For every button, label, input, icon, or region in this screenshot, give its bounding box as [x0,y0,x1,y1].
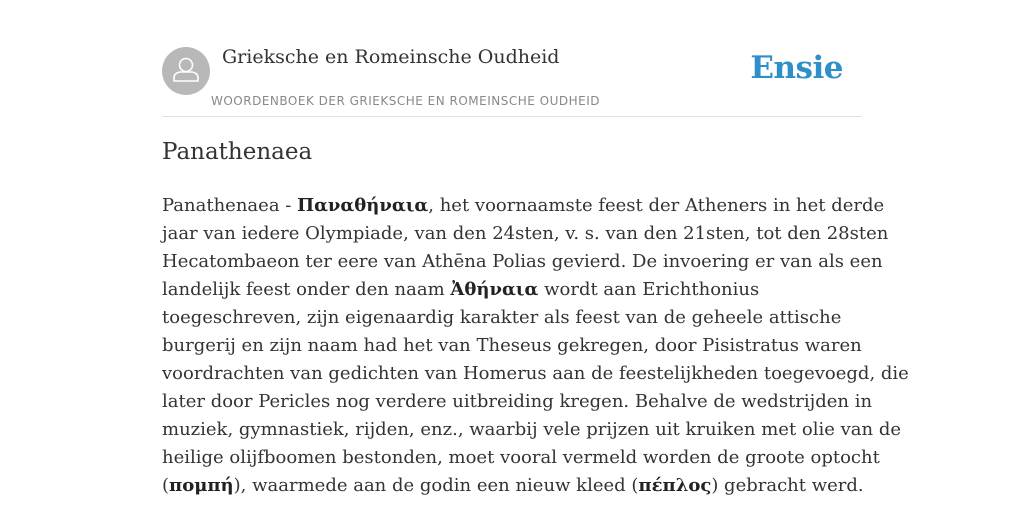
body-line: Hecatombaeon ter eere van Athēna Polias gevierd. De invoering er van als een [162,251,883,272]
page-title: Panathenaea [162,139,313,165]
body-line: heilige olijfboomen bestonden, moet vooral vermeld worden de groote optocht [162,447,880,468]
brand-logo[interactable]: Ensie [750,50,843,86]
body-line [162,276,867,304]
article-body [162,192,909,500]
body-line: muziek, gymnastiek, rijden, enz., waarbij vele prijzen uit kruiken met olie van de [162,419,902,440]
body-text: landelijk feest onder den naam [162,279,451,300]
body-line: jaar van iedere Olympiade, van den 24sten, v. s. van den 21sten, tot den 28sten [162,223,889,244]
body-text: ) gebracht werd. [711,475,864,496]
greek-term: πομπή [169,475,234,496]
greek-term: Παναθήναια [297,195,429,216]
body-line: later door Pericles nog verdere uitbreiding kregen. Behalve de wedstrijden in [162,391,873,412]
body-line [162,472,867,500]
user-icon[interactable] [162,47,210,95]
body-text: Panathenaea - [162,195,298,216]
user-icon-graphic [162,47,210,95]
body-text: ( [162,475,170,496]
body-text: ), waarmede aan de godin een nieuw kleed ( [233,475,639,496]
body-text: , het voornaamste feest der Atheners in het derde [428,195,885,216]
body-text: wordt aan Erichthonius [538,279,760,300]
site-header [162,44,862,117]
body-line: burgerij en zijn naam had het van Theseus gekregen, door Pisistratus waren [162,335,862,356]
body-line: toegeschreven, zijn eigenaardig karakter als feest van de geheele attische [162,307,842,328]
site-subtitle: WOORDENBOEK DER GRIEKSCHE EN ROMEINSCHE OUDHEID [211,94,601,108]
body-line [162,192,885,220]
greek-term: πέπλος [638,475,712,496]
body-line: voordrachten van gedichten van Homerus aan de feestelijkheden toegevoegd, die [162,363,909,384]
site-title[interactable]: Grieksche en Romeinsche Oudheid [222,46,560,68]
greek-term: Ἀθήναια [450,279,539,300]
